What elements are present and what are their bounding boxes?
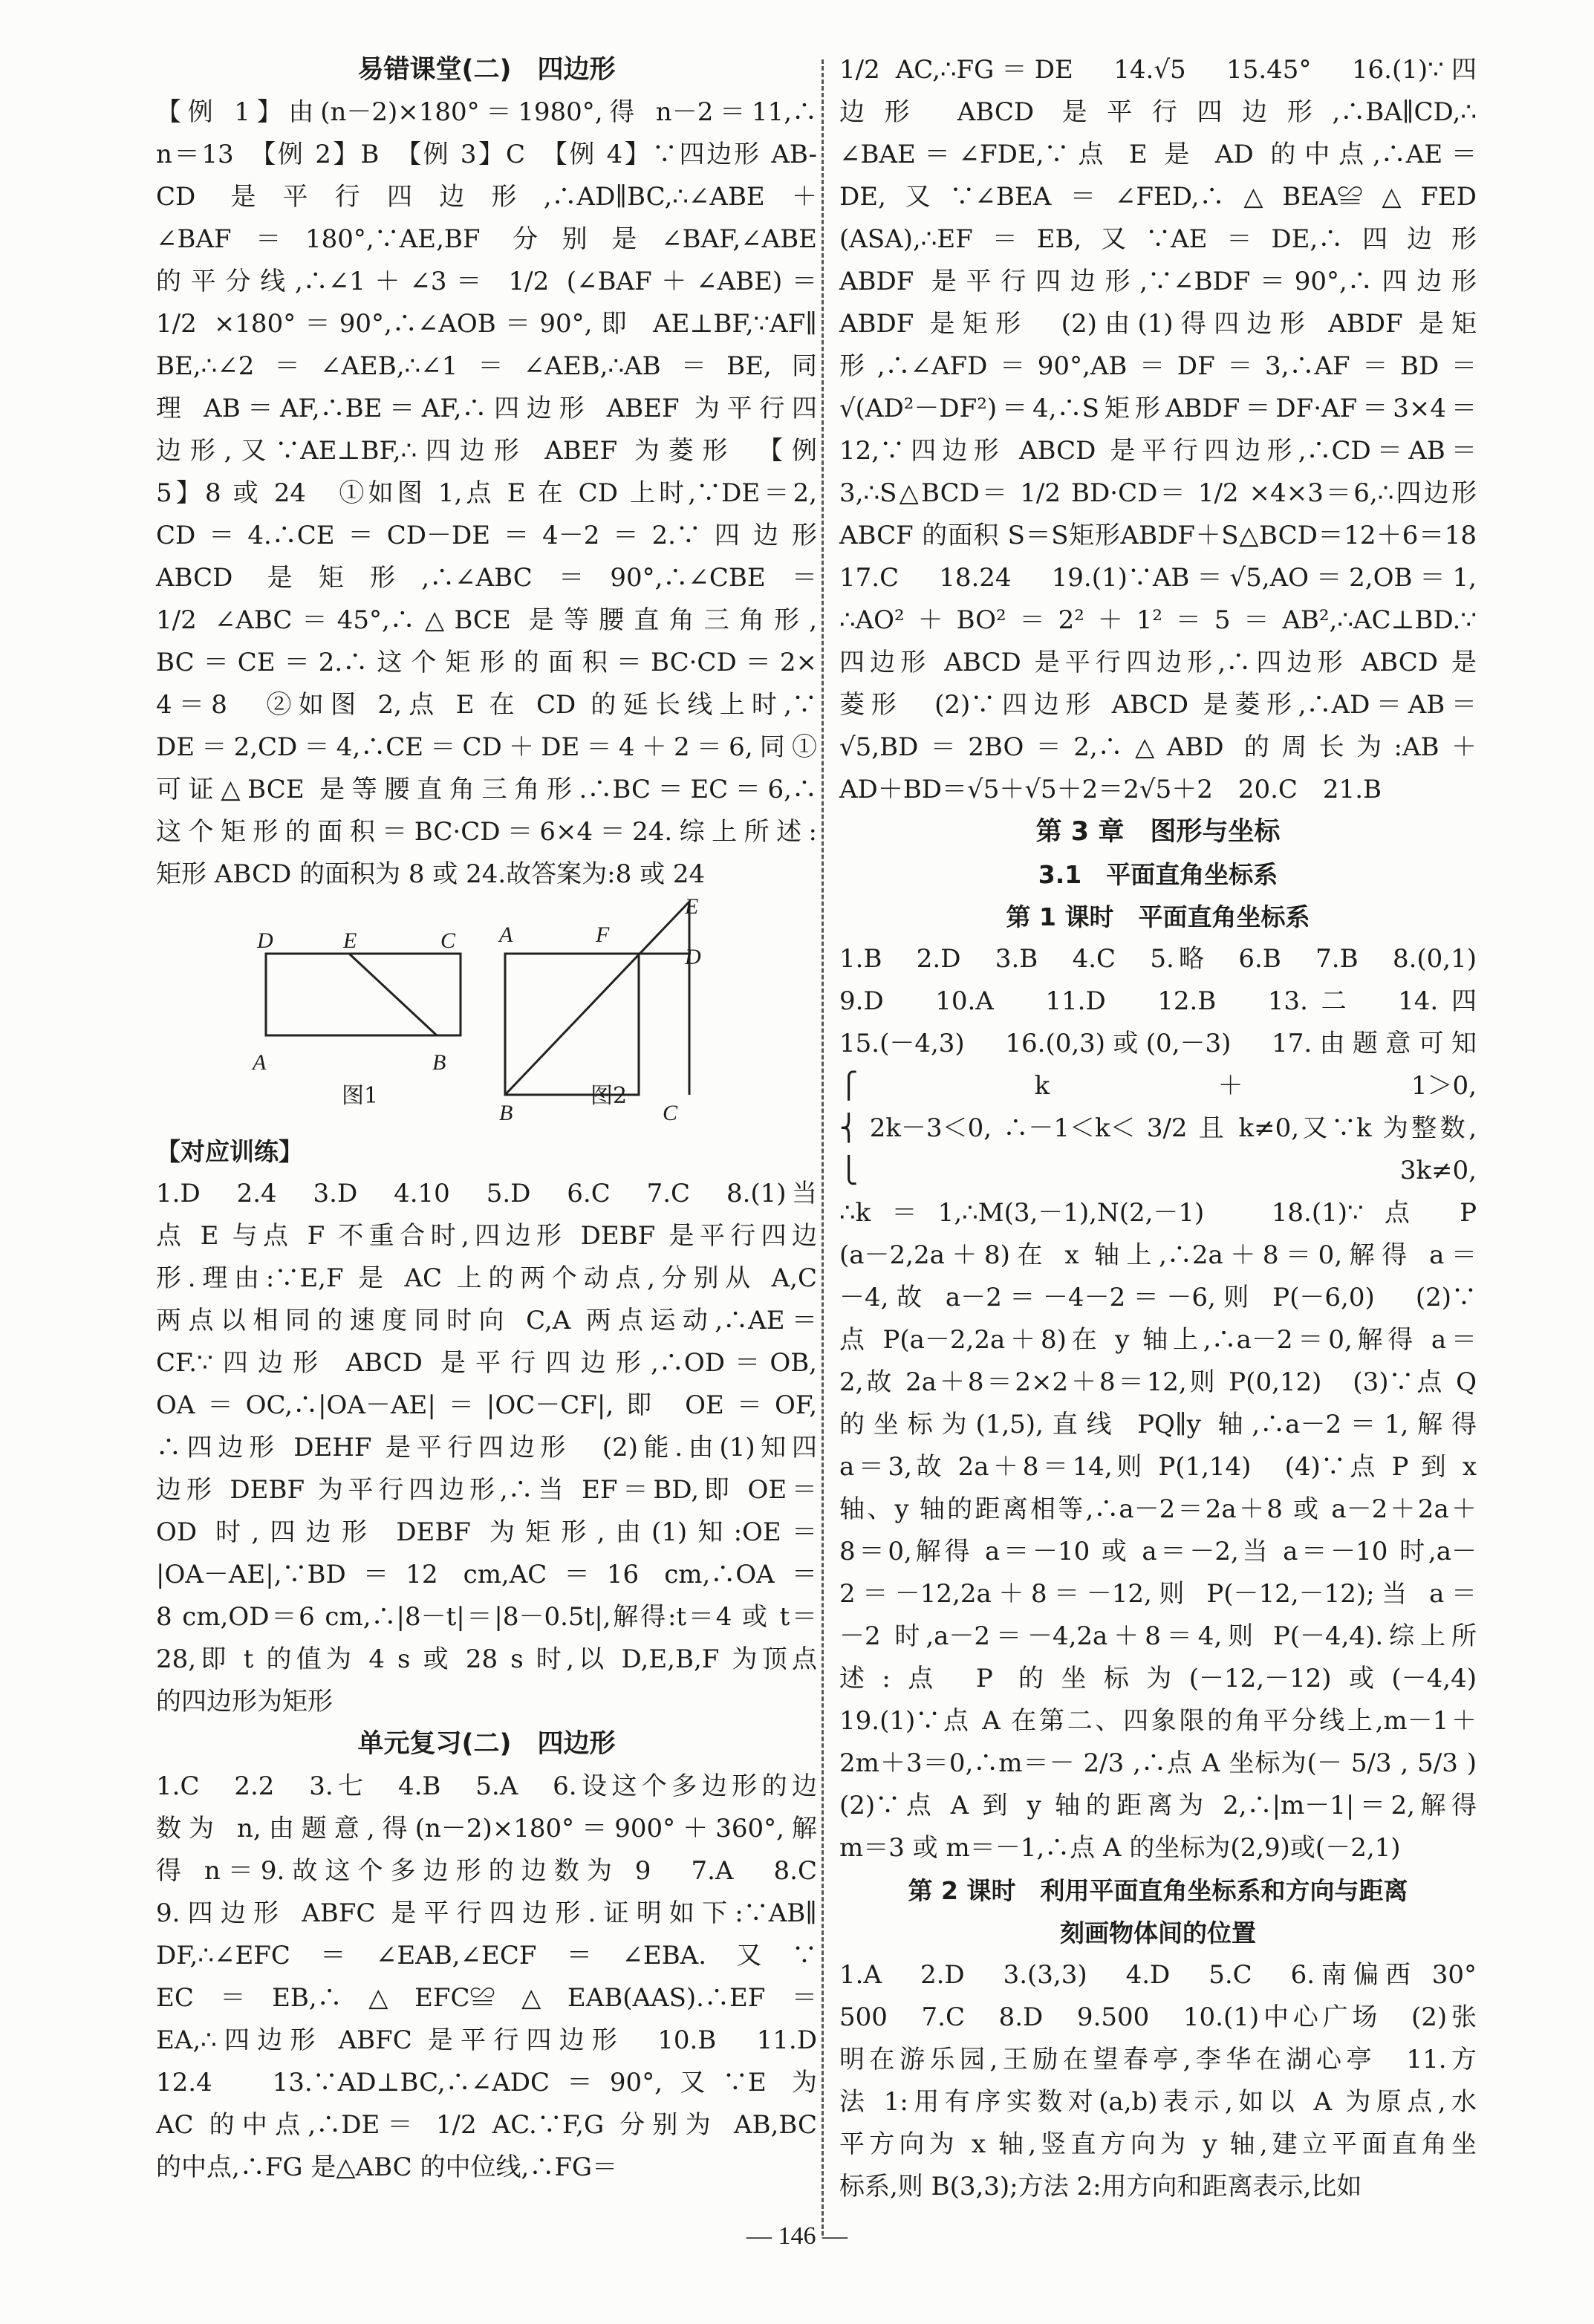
text-line: (ASA),∴EF＝EB,又∵AE＝DE,∴四边形 [839, 224, 1477, 254]
right-column [839, 49, 1477, 2208]
text-line: √(AD²－DF²)＝4,∴S矩形ABDF＝DF·AF＝3×4＝ [839, 394, 1477, 423]
text-line: ABCF 的面积 S＝S矩形ABDF＋S△BCD＝12＋6＝18 [839, 521, 1477, 550]
text-line: 1/2 AC,∴FG＝DE 14.√5 15.45° 16.(1)∵四 [839, 55, 1477, 85]
text-line: CD＝4.∴CE＝CD－DE＝4－2＝2.∵四边形 [156, 521, 817, 550]
text-line: 法 1:用有序实数对(a,b)表示,如以 A 为原点,水 [839, 2087, 1477, 2117]
text-line: 500 7.C 8.D 9.500 10.(1)中心广场 (2)张 [839, 2002, 1477, 2032]
lesson-heading-2b: 刻画物体间的位置 [1060, 1918, 1256, 1947]
text-line: 【例 1】由(n－2)×180°＝1980°,得 n－2＝11,∴ [156, 97, 817, 127]
fig1-label-b: B [432, 1050, 446, 1075]
text-line: |OA－AE|,∵BD＝12 cm,AC＝16 cm,∴OA＝ [156, 1560, 817, 1589]
text-line: EC＝EB,∴△EFC≌△EAB(AAS).∴EF＝ [156, 1983, 817, 2013]
chapter-heading: 第 3 章 图形与坐标 [1035, 817, 1281, 847]
text-line: 1.B 2.D 3.B 4.C 5.略 6.B 7.B 8.(0,1) [839, 944, 1477, 974]
text-line: ∠BAE＝∠FDE,∵点 E 是 AD 的中点,∴AE＝ [839, 140, 1477, 169]
answer-block-mistakes [156, 91, 817, 896]
fig1-label-d: D [257, 928, 273, 953]
text-line: a＝3,故 2a＋8＝14,则 P(1,14) (4)∵点 P 到 x [839, 1452, 1477, 1482]
text-line: 1.D 2.4 3.D 4.10 5.D 6.C 7.C 8.(1)当 [156, 1179, 817, 1208]
text-line: 8 cm,OD＝6 cm,∴|8－t|＝|8－0.5t|,解得:t＝4 或 t＝ [156, 1602, 817, 1632]
text-line: 5】8 或 24 ①如图 1,点 E 在 CD 上时,∵DE＝2, [156, 478, 817, 508]
text-line: 的坐标为(1,5),直线 PQ∥y 轴,∴a－2＝1,解得 [839, 1410, 1477, 1439]
column-divider [822, 59, 824, 2236]
section-heading-training: 【对应训练】 [156, 1137, 303, 1166]
text-line: 理 AB＝AF,∴BE＝AF,∴四边形 ABEF 为平行四 [156, 394, 817, 423]
text-line: 边形 ABCD 是平行四边形,∴BA∥CD,∴ [839, 97, 1477, 127]
text-line: CF.∵四边形 ABCD 是平行四边形,∴OD＝OB, [156, 1348, 817, 1378]
answer-block-lesson-2 [839, 1954, 1477, 2208]
text-line: ABCD 是矩形,∴∠ABC＝90°,∴∠CBE＝ [156, 563, 817, 593]
text-line: CD 是平行四边形,∴AD∥BC,∴∠ABE＋ [156, 182, 817, 212]
text-line: OA＝OC,∴|OA－AE|＝|OC－CF|,即 OE＝OF, [156, 1390, 817, 1420]
text-line: BC＝CE＝2.∴这个矩形的面积＝BC·CD＝2× [156, 648, 817, 677]
fig1-label-e: E [343, 928, 357, 953]
text-line: 的中点,∴FG 是△ABC 的中位线,∴FG＝ [156, 2152, 618, 2182]
text-line: ∴k＝1,∴M(3,－1),N(2,－1) 18.(1)∵点 P [839, 1198, 1477, 1228]
text-line: 8＝0,解得 a＝－10 或 a＝－2,当 a＝－10 时,a－ [839, 1537, 1477, 1566]
text-line: 9.四边形 ABFC 是平行四边形.证明如下:∵AB∥ [156, 1898, 817, 1928]
text-line: 1/2 ×180°＝90°,∴∠AOB＝90°,即 AE⊥BF,∵AF∥ [156, 309, 817, 339]
text-line: AC 的中点,∴DE＝ 1/2 AC.∵F,G 分别为 AB,BC [156, 2110, 817, 2140]
answer-block-training [156, 1173, 817, 1723]
text-line: DE,又∵∠BEA＝∠FED,∴△BEA≌△FED [839, 182, 1477, 212]
text-line: EA,∴四边形 ABFC 是平行四边形 10.B 11.D [156, 2025, 817, 2055]
text-line: 标系,则 B(3,3);方法 2:用方向和距离表示,比如 [839, 2172, 1362, 2201]
text-line: 得 n＝9.故这个多边形的边数为 9 7.A 8.C [156, 1856, 817, 1886]
answer-block-review [156, 1765, 817, 2189]
figure-rectangles [156, 894, 817, 1130]
text-line: 边形 DEBF 为平行四边形,∴当 EF＝BD,即 OE＝ [156, 1475, 817, 1505]
text-line: 点 P(a－2,2a＋8)在 y 轴上,∴a－2＝0,解得 a＝ [839, 1325, 1477, 1355]
text-line: 3,∴S△BCD＝ 1/2 BD·CD＝ 1/2 ×4×3＝6,∴四边形 [839, 478, 1477, 508]
text-line: ABDF 是平行四边形,∵∠BDF＝90°,∴四边形 [839, 267, 1477, 296]
text-line: 边形,又∵AE⊥BF,∴四边形 ABEF 为菱形 【例 [156, 436, 817, 466]
section-heading-review: 单元复习(二) 四边形 [357, 1729, 616, 1759]
text-line: 数为 n,由题意,得(n－2)×180°＝900°＋360°,解 [156, 1814, 817, 1843]
text-line: 12,∵四边形 ABCD 是平行四边形,∴CD＝AB＝ [839, 436, 1477, 466]
text-line: 的四边形为矩形 [156, 1687, 333, 1716]
fig2-caption: 图2 [591, 1083, 628, 1109]
fig1-caption: 图1 [342, 1083, 379, 1109]
answer-block-review-continued [839, 49, 1477, 811]
lesson-heading-2a: 第 2 课时 利用平面直角坐标系和方向与距离 [908, 1876, 1408, 1905]
text-line: n＝13 【例 2】B 【例 3】C 【例 4】∵四边形 AB- [156, 140, 817, 169]
text-line: 15.(－4,3) 16.(0,3)或(0,－3) 17.由题意可知 [839, 1029, 1477, 1058]
text-line: 四边形 ABCD 是平行四边形,∴四边形 ABCD 是 [839, 648, 1477, 677]
text-line: (a－2,2a＋8)在 x 轴上,∴2a＋8＝0,解得 a＝ [839, 1240, 1477, 1270]
text-line: ∴四边形 DEHF 是平行四边形 (2)能.由(1)知四 [156, 1433, 817, 1462]
fig1-segment-be [349, 954, 437, 1035]
text-line: ⎩ 3k≠0, [839, 1156, 1477, 1185]
text-line: 明在游乐园,王励在望春亭,李华在湖心亭 11.方 [839, 2045, 1477, 2074]
lesson-heading-1: 第 1 课时 平面直角坐标系 [1006, 902, 1310, 931]
text-line: 述:点 P 的坐标为(－12,－12)或(－4,4) [839, 1664, 1477, 1693]
text-line: OD 时,四边形 DEBF 为矩形,由(1)知:OE＝ [156, 1517, 817, 1547]
text-line: 点 E 与点 F 不重合时,四边形 DEBF 是平行四边 [156, 1221, 817, 1251]
left-column [156, 49, 817, 2189]
text-line: 平方向为 x 轴,竖直方向为 y 轴,建立平面直角坐 [839, 2129, 1477, 2159]
text-line: 轴、y 轴的距离相等,∴a－2＝2a＋8 或 a－2＋2a＋ [839, 1494, 1477, 1524]
text-line: 可证△BCE 是等腰直角三角形.∴BC＝EC＝6,∴ [156, 775, 817, 804]
fig2-label-d: D [685, 945, 701, 969]
text-line: 9.D 10.A 11.D 12.B 13.二 14.四 [839, 986, 1477, 1016]
text-line: ⎧ k＋1＞0, [839, 1071, 1477, 1101]
text-line: ∠BAF＝180°,∵AE,BF 分别是∠BAF,∠ABE [156, 224, 817, 254]
text-line: 19.(1)∵点 A 在第二、四象限的角平分线上,m－1＋ [839, 1706, 1477, 1736]
text-line: BE,∴∠2＝∠AEB,∴∠1＝∠AEB,∴AB＝BE,同 [156, 351, 817, 381]
answer-block-lesson-1 [839, 938, 1477, 1869]
text-line: ⎨ 2k－3＜0, ∴－1＜k＜ 3/2 且 k≠0,又∵k 为整数, [839, 1113, 1477, 1143]
text-line: 1.C 2.2 3.七 4.B 5.A 6.设这个多边形的边 [156, 1771, 817, 1801]
text-line: 的平分线,∴∠1＋∠3＝ 1/2 (∠BAF＋∠ABE)＝ [156, 267, 817, 296]
text-line: 28,即 t 的值为 4 s 或 28 s 时,以 D,E,B,F 为顶点 [156, 1644, 817, 1674]
text-line: m＝3 或 m＝－1,∴点 A 的坐标为(2,9)或(－2,1) [839, 1833, 1401, 1863]
fig2-label-a: A [499, 922, 513, 947]
text-line: ∴AO²＋BO²＝2²＋1²＝5＝AB²,∴AC⊥BD.∵ [839, 605, 1477, 635]
text-line: 12.4 13.∵AD⊥BC,∴∠ADC＝90°,又∵E 为 [156, 2068, 817, 2097]
text-line: 1/2 ∠ABC＝45°,∴△BCE 是等腰直角三角形, [156, 605, 817, 635]
text-line: √5,BD＝2BO＝2,∴△ABD 的周长为:AB＋ [839, 732, 1477, 762]
text-line: 2,故 2a＋8＝2×2＋8＝12,则 P(0,12) (3)∵点 Q [839, 1367, 1477, 1397]
text-line: 形,∴∠AFD＝90°,AB＝DF＝3,∴AF＝BD＝ [839, 351, 1477, 381]
text-line: 矩形 ABCD 的面积为 8 或 24.故答案为:8 或 24 [156, 859, 706, 889]
fig2-label-e: E [685, 894, 699, 919]
text-line: 菱形 (2)∵四边形 ABCD 是菱形,∴AD＝AB＝ [839, 690, 1477, 720]
text-line: 2m＋3＝0,∴m＝－ 2/3 ,∴点 A 坐标为(－ 5/3 , 5/3 ) [839, 1748, 1477, 1778]
fig2-label-b: B [499, 1101, 513, 1125]
text-line: DF,∴∠EFC＝∠EAB,∠ECF＝∠EBA.又∵ [156, 1941, 817, 1970]
text-line: 4＝8 ②如图 2,点 E 在 CD 的延长线上时,∵ [156, 690, 817, 720]
text-line: DE＝2,CD＝4,∴CE＝CD＋DE＝4＋2＝6,同① [156, 732, 817, 762]
text-line: 1.A 2.D 3.(3,3) 4.D 5.C 6.南偏西 30° [839, 1960, 1477, 1990]
text-line: AD＋BD＝√5＋√5＋2＝2√5＋2 20.C 21.B [839, 775, 1382, 804]
fig1-label-c: C [440, 928, 456, 953]
text-line: 这个矩形的面积＝BC·CD＝6×4＝24.综上所述: [156, 817, 817, 847]
text-line: (2)∵点 A 到 y 轴的距离为 2,∴|m－1|＝2,解得 [839, 1791, 1477, 1820]
text-line: 2＝－12,2a＋8＝－12,则 P(－12,－12);当 a＝ [839, 1579, 1477, 1609]
text-line: 17.C 18.24 19.(1)∵AB＝√5,AO＝2,OB＝1, [839, 563, 1477, 593]
section-heading-3-1: 3.1 平面直角坐标系 [1038, 860, 1278, 889]
text-line: －4,故 a－2＝－4－2＝－6,则 P(－6,0) (2)∵ [839, 1283, 1477, 1312]
fig1-label-a: A [253, 1050, 267, 1075]
text-line: －2 时,a－2＝－4,2a＋8＝4,则 P(－4,4).综上所 [839, 1621, 1477, 1651]
text-line: ABDF 是矩形 (2)由(1)得四边形 ABDF 是矩 [839, 309, 1477, 339]
figure-svg [156, 900, 817, 1130]
page-number: — 146 — [746, 2222, 848, 2250]
fig2-label-f: F [596, 922, 610, 947]
fig2-label-c: C [663, 1101, 678, 1125]
text-line: 两点以相同的速度同时向 C,A 两点运动,∴AE＝ [156, 1306, 817, 1335]
section-heading-mistakes: 易错课堂(二) 四边形 [357, 55, 616, 85]
text-line: 形.理由:∵E,F 是 AC 上的两个动点,分别从 A,C [156, 1263, 817, 1293]
